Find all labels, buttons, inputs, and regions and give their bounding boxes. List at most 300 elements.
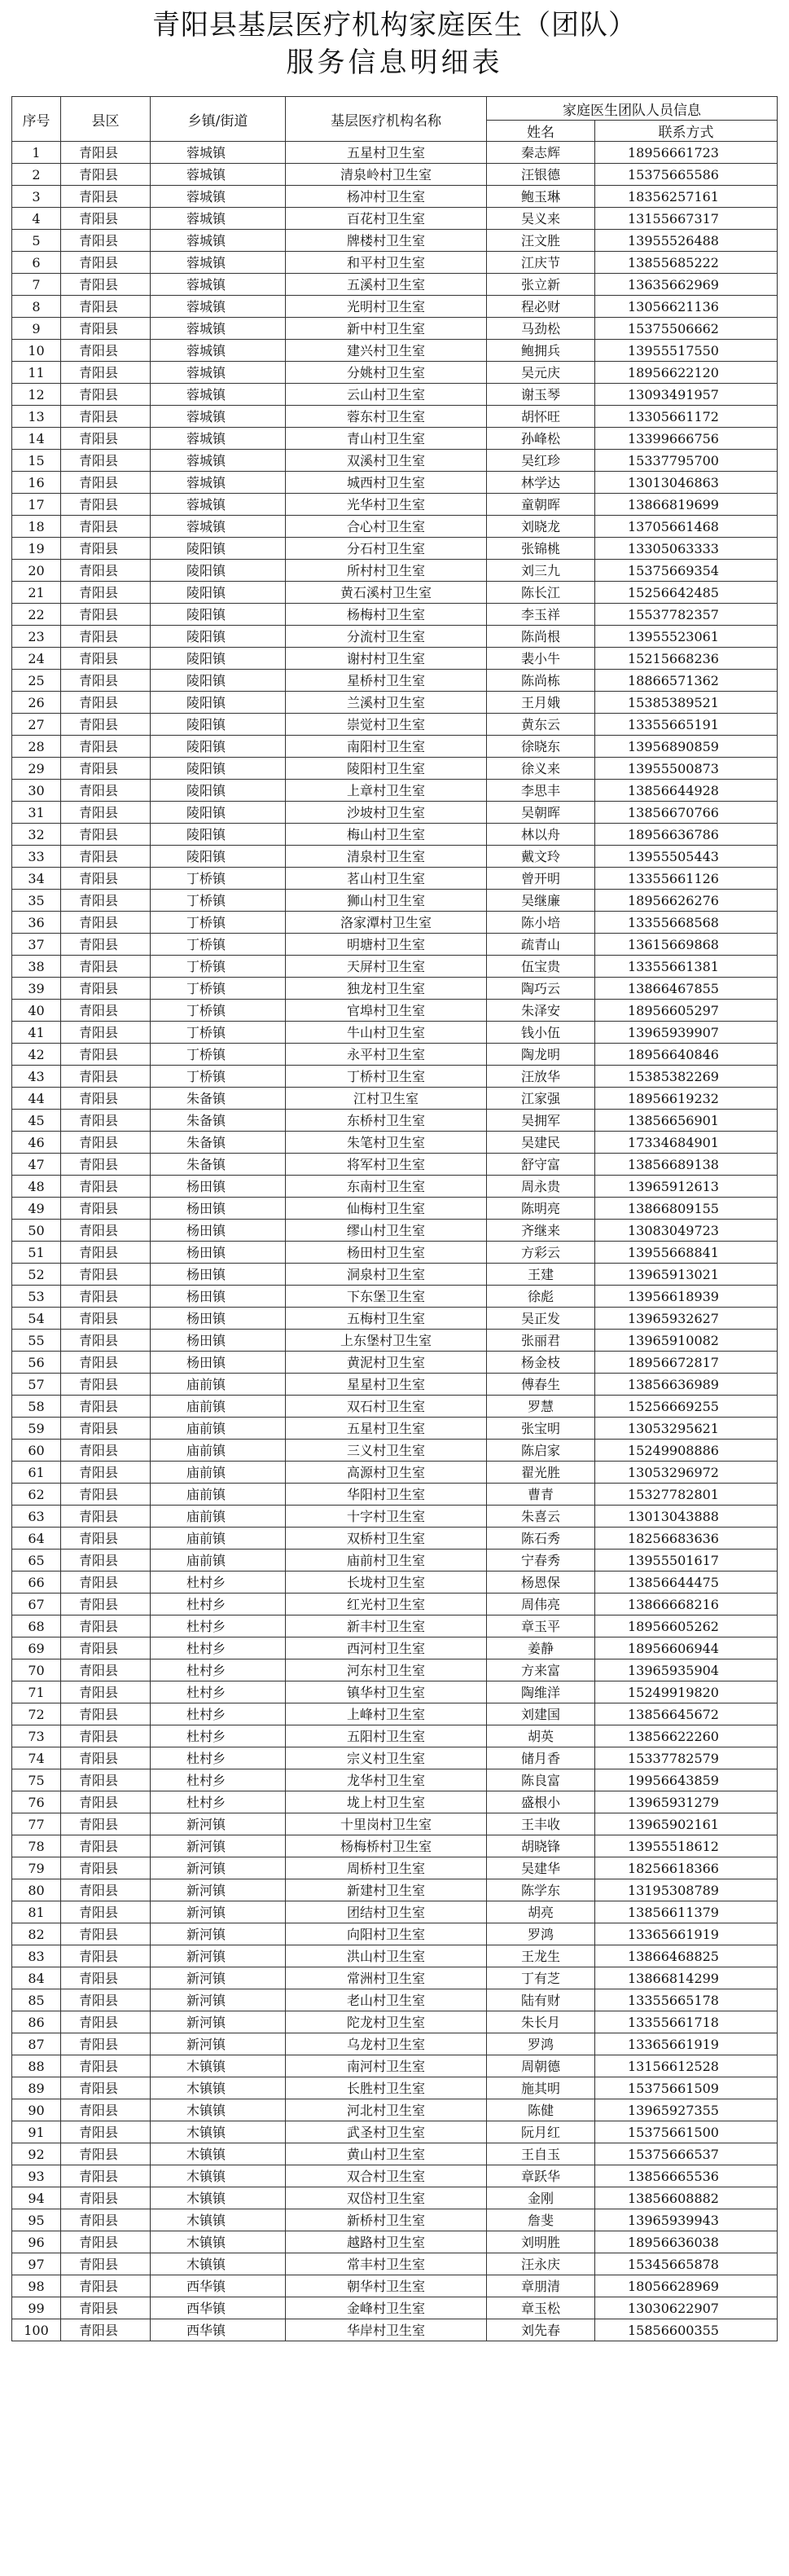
cell-town: 蓉城镇: [151, 494, 286, 516]
cell-town: 丁桥镇: [151, 1066, 286, 1088]
cell-org: 光明村卫生室: [286, 296, 487, 318]
cell-town: 庙前镇: [151, 1418, 286, 1440]
cell-name: 鲍拥兵: [487, 340, 595, 362]
cell-org: 向阳村卫生室: [286, 1923, 487, 1945]
table-row: [12, 1352, 778, 1374]
cell-name: 胡怀旺: [487, 406, 595, 428]
cell-county: 青阳县: [61, 1615, 151, 1637]
cell-county: 青阳县: [61, 1352, 151, 1374]
cell-no: 21: [12, 582, 61, 604]
cell-org: 东桥村卫生室: [286, 1110, 487, 1132]
cell-town: 蓉城镇: [151, 516, 286, 538]
table-row: [12, 2297, 778, 2319]
cell-phone: 13355668568: [595, 912, 778, 934]
cell-county: 青阳县: [61, 450, 151, 472]
cell-no: 61: [12, 1462, 61, 1484]
cell-county: 青阳县: [61, 538, 151, 560]
cell-county: 青阳县: [61, 1176, 151, 1198]
cell-town: 新河镇: [151, 1857, 286, 1879]
cell-phone: 13365661919: [595, 1923, 778, 1945]
cell-phone: 13965910082: [595, 1330, 778, 1352]
cell-no: 46: [12, 1132, 61, 1154]
cell-county: 青阳县: [61, 1879, 151, 1901]
cell-no: 77: [12, 1813, 61, 1835]
cell-town: 丁桥镇: [151, 912, 286, 934]
cell-phone: 15375669354: [595, 560, 778, 582]
table-row: [12, 1725, 778, 1747]
cell-no: 76: [12, 1791, 61, 1813]
cell-town: 陵阳镇: [151, 780, 286, 802]
table-row: [12, 2077, 778, 2099]
cell-county: 青阳县: [61, 1330, 151, 1352]
cell-county: 青阳县: [61, 736, 151, 758]
cell-name: 王自玉: [487, 2143, 595, 2165]
cell-no: 92: [12, 2143, 61, 2165]
cell-phone: 18956636786: [595, 824, 778, 846]
cell-org: 五星村卫生室: [286, 142, 487, 164]
cell-county: 青阳县: [61, 1374, 151, 1396]
table-row: [12, 736, 778, 758]
cell-org: 五星村卫生室: [286, 1418, 487, 1440]
cell-town: 杨田镇: [151, 1198, 286, 1220]
cell-no: 26: [12, 692, 61, 714]
cell-no: 89: [12, 2077, 61, 2099]
cell-name: 童朝晖: [487, 494, 595, 516]
cell-no: 16: [12, 472, 61, 494]
cell-name: 周永贵: [487, 1176, 595, 1198]
cell-phone: 13965902161: [595, 1813, 778, 1835]
cell-town: 丁桥镇: [151, 890, 286, 912]
table-row: [12, 1066, 778, 1088]
cell-no: 9: [12, 318, 61, 340]
table-row: [12, 384, 778, 406]
cell-name: 章玉松: [487, 2297, 595, 2319]
cell-town: 丁桥镇: [151, 956, 286, 978]
cell-town: 庙前镇: [151, 1550, 286, 1572]
cell-county: 青阳县: [61, 274, 151, 296]
cell-org: 五梅村卫生室: [286, 1308, 487, 1330]
cell-no: 87: [12, 2033, 61, 2055]
cell-no: 42: [12, 1044, 61, 1066]
cell-town: 陵阳镇: [151, 670, 286, 692]
cell-county: 青阳县: [61, 1110, 151, 1132]
cell-org: 红光村卫生室: [286, 1594, 487, 1615]
cell-org: 缪山村卫生室: [286, 1220, 487, 1242]
cell-town: 陵阳镇: [151, 626, 286, 648]
cell-county: 青阳县: [61, 648, 151, 670]
cell-phone: 13956618939: [595, 1286, 778, 1308]
cell-org: 长垅村卫生室: [286, 1572, 487, 1594]
table-row: [12, 1659, 778, 1681]
cell-name: 伍宝贵: [487, 956, 595, 978]
cell-county: 青阳县: [61, 2275, 151, 2297]
cell-county: 青阳县: [61, 1659, 151, 1681]
cell-name: 陶龙明: [487, 1044, 595, 1066]
table-row: [12, 1835, 778, 1857]
table-row: [12, 2033, 778, 2055]
cell-name: 陈学东: [487, 1879, 595, 1901]
cell-name: 朱泽安: [487, 1000, 595, 1022]
cell-phone: 15337782579: [595, 1747, 778, 1769]
table-row: [12, 494, 778, 516]
cell-no: 85: [12, 1989, 61, 2011]
header-town: 乡镇/街道: [151, 97, 286, 142]
cell-county: 青阳县: [61, 494, 151, 516]
cell-name: 周伟亮: [487, 1594, 595, 1615]
cell-no: 59: [12, 1418, 61, 1440]
cell-org: 五阳村卫生室: [286, 1725, 487, 1747]
cell-name: 刘三九: [487, 560, 595, 582]
cell-town: 蓉城镇: [151, 186, 286, 208]
cell-phone: 13855685222: [595, 252, 778, 274]
cell-org: 龙华村卫生室: [286, 1769, 487, 1791]
cell-org: 十字村卫生室: [286, 1506, 487, 1528]
table-row: [12, 318, 778, 340]
cell-county: 青阳县: [61, 868, 151, 890]
table-row: [12, 1044, 778, 1066]
cell-town: 新河镇: [151, 1835, 286, 1857]
cell-no: 71: [12, 1681, 61, 1703]
table-row: [12, 560, 778, 582]
cell-county: 青阳县: [61, 912, 151, 934]
cell-no: 88: [12, 2055, 61, 2077]
cell-org: 杨梅村卫生室: [286, 604, 487, 626]
cell-no: 82: [12, 1923, 61, 1945]
cell-name: 黄东云: [487, 714, 595, 736]
cell-town: 蓉城镇: [151, 406, 286, 428]
cell-phone: 13965935904: [595, 1659, 778, 1681]
cell-county: 青阳县: [61, 1022, 151, 1044]
table-row: [12, 274, 778, 296]
cell-org: 双石村卫生室: [286, 1396, 487, 1418]
cell-org: 牛山村卫生室: [286, 1022, 487, 1044]
cell-name: 盛根小: [487, 1791, 595, 1813]
cell-name: 朱喜云: [487, 1506, 595, 1528]
cell-county: 青阳县: [61, 758, 151, 780]
cell-town: 陵阳镇: [151, 714, 286, 736]
cell-phone: 18356257161: [595, 186, 778, 208]
header-contact: 联系方式: [595, 121, 778, 142]
cell-no: 33: [12, 846, 61, 868]
cell-county: 青阳县: [61, 1264, 151, 1286]
cell-org: 华阳村卫生室: [286, 1484, 487, 1506]
cell-org: 越路村卫生室: [286, 2231, 487, 2253]
table-row: [12, 538, 778, 560]
cell-name: 刘先春: [487, 2319, 595, 2341]
cell-town: 陵阳镇: [151, 824, 286, 846]
cell-org: 茗山村卫生室: [286, 868, 487, 890]
cell-county: 青阳县: [61, 1967, 151, 1989]
cell-county: 青阳县: [61, 1550, 151, 1572]
cell-county: 青阳县: [61, 1044, 151, 1066]
cell-name: 裴小牛: [487, 648, 595, 670]
cell-town: 庙前镇: [151, 1484, 286, 1506]
cell-town: 木镇镇: [151, 2165, 286, 2187]
cell-phone: 13866819699: [595, 494, 778, 516]
cell-no: 3: [12, 186, 61, 208]
cell-county: 青阳县: [61, 1462, 151, 1484]
cell-org: 河东村卫生室: [286, 1659, 487, 1681]
cell-no: 67: [12, 1594, 61, 1615]
table-row: [12, 912, 778, 934]
cell-org: 东南村卫生室: [286, 1176, 487, 1198]
cell-no: 12: [12, 384, 61, 406]
cell-county: 青阳县: [61, 230, 151, 252]
cell-no: 62: [12, 1484, 61, 1506]
table-row: [12, 846, 778, 868]
cell-org: 蓉东村卫生室: [286, 406, 487, 428]
cell-town: 新河镇: [151, 1967, 286, 1989]
cell-no: 51: [12, 1242, 61, 1264]
cell-org: 梅山村卫生室: [286, 824, 487, 846]
cell-town: 陵阳镇: [151, 648, 286, 670]
cell-no: 72: [12, 1703, 61, 1725]
table-row: [12, 296, 778, 318]
cell-county: 青阳县: [61, 1945, 151, 1967]
cell-org: 所村村卫生室: [286, 560, 487, 582]
cell-phone: 13965931279: [595, 1791, 778, 1813]
cell-phone: 15345665878: [595, 2253, 778, 2275]
cell-phone: 13365661919: [595, 2033, 778, 2055]
table-row: [12, 252, 778, 274]
cell-town: 陵阳镇: [151, 560, 286, 582]
cell-org: 镇华村卫生室: [286, 1681, 487, 1703]
cell-no: 78: [12, 1835, 61, 1857]
cell-county: 青阳县: [61, 318, 151, 340]
cell-name: 钱小伍: [487, 1022, 595, 1044]
cell-phone: 13856645672: [595, 1703, 778, 1725]
cell-no: 56: [12, 1352, 61, 1374]
cell-town: 木镇镇: [151, 2055, 286, 2077]
table-row: [12, 758, 778, 780]
cell-name: 戴文玲: [487, 846, 595, 868]
cell-county: 青阳县: [61, 2011, 151, 2033]
cell-county: 青阳县: [61, 1923, 151, 1945]
cell-org: 乌龙村卫生室: [286, 2033, 487, 2055]
cell-name: 鲍玉琳: [487, 186, 595, 208]
cell-phone: 15215668236: [595, 648, 778, 670]
table-row: [12, 780, 778, 802]
cell-county: 青阳县: [61, 1989, 151, 2011]
cell-county: 青阳县: [61, 1747, 151, 1769]
cell-phone: 15337795700: [595, 450, 778, 472]
cell-name: 刘建国: [487, 1703, 595, 1725]
cell-no: 66: [12, 1572, 61, 1594]
cell-county: 青阳县: [61, 1220, 151, 1242]
cell-phone: 13866809155: [595, 1198, 778, 1220]
cell-phone: 18056628969: [595, 2275, 778, 2297]
table-row: [12, 1022, 778, 1044]
cell-town: 蓉城镇: [151, 296, 286, 318]
cell-phone: 13965927355: [595, 2099, 778, 2121]
cell-org: 新建村卫生室: [286, 1879, 487, 1901]
table-row: [12, 604, 778, 626]
cell-phone: 13355661718: [595, 2011, 778, 2033]
cell-no: 45: [12, 1110, 61, 1132]
cell-org: 南阳村卫生室: [286, 736, 487, 758]
table-row: [12, 1857, 778, 1879]
cell-county: 青阳县: [61, 1088, 151, 1110]
cell-county: 青阳县: [61, 1506, 151, 1528]
cell-county: 青阳县: [61, 1066, 151, 1088]
cell-no: 18: [12, 516, 61, 538]
cell-county: 青阳县: [61, 2165, 151, 2187]
cell-no: 75: [12, 1769, 61, 1791]
cell-town: 陵阳镇: [151, 604, 286, 626]
cell-name: 汪放华: [487, 1066, 595, 1088]
cell-phone: 15856600355: [595, 2319, 778, 2341]
cell-phone: 18956605262: [595, 1615, 778, 1637]
cell-org: 云山村卫生室: [286, 384, 487, 406]
cell-no: 79: [12, 1857, 61, 1879]
table-row: [12, 164, 778, 186]
cell-town: 蓉城镇: [151, 274, 286, 296]
table-row: [12, 230, 778, 252]
cell-name: 胡晓锋: [487, 1835, 595, 1857]
cell-no: 74: [12, 1747, 61, 1769]
table-row: [12, 2275, 778, 2297]
cell-phone: 13305063333: [595, 538, 778, 560]
cell-org: 建兴村卫生室: [286, 340, 487, 362]
table-row: [12, 714, 778, 736]
cell-phone: 18866571362: [595, 670, 778, 692]
cell-town: 木镇镇: [151, 2231, 286, 2253]
cell-org: 上东堡村卫生室: [286, 1330, 487, 1352]
cell-org: 丁桥村卫生室: [286, 1066, 487, 1088]
cell-name: 汪永庆: [487, 2253, 595, 2275]
cell-county: 青阳县: [61, 1769, 151, 1791]
cell-org: 宗义村卫生室: [286, 1747, 487, 1769]
cell-county: 青阳县: [61, 1440, 151, 1462]
cell-org: 将军村卫生室: [286, 1154, 487, 1176]
cell-county: 青阳县: [61, 1154, 151, 1176]
cell-name: 孙峰松: [487, 428, 595, 450]
cell-phone: 15327782801: [595, 1484, 778, 1506]
table-row: [12, 1967, 778, 1989]
cell-no: 40: [12, 1000, 61, 1022]
table-row: [12, 1923, 778, 1945]
cell-org: 高源村卫生室: [286, 1462, 487, 1484]
table-row: [12, 472, 778, 494]
cell-org: 双溪村卫生室: [286, 450, 487, 472]
table-row: [12, 2055, 778, 2077]
cell-org: 星桥村卫生室: [286, 670, 487, 692]
cell-phone: 13856665536: [595, 2165, 778, 2187]
table-row: [12, 1769, 778, 1791]
cell-county: 青阳县: [61, 2121, 151, 2143]
cell-county: 青阳县: [61, 2143, 151, 2165]
cell-county: 青阳县: [61, 2319, 151, 2341]
cell-name: 胡亮: [487, 1901, 595, 1923]
cell-no: 91: [12, 2121, 61, 2143]
cell-town: 庙前镇: [151, 1396, 286, 1418]
table-row: [12, 1572, 778, 1594]
cell-name: 吴元庆: [487, 362, 595, 384]
cell-phone: 13705661468: [595, 516, 778, 538]
cell-name: 齐继来: [487, 1220, 595, 1242]
cell-phone: 13955518612: [595, 1835, 778, 1857]
cell-phone: 13955505443: [595, 846, 778, 868]
cell-town: 杜村乡: [151, 1703, 286, 1725]
cell-town: 蓉城镇: [151, 340, 286, 362]
cell-name: 储月香: [487, 1747, 595, 1769]
cell-no: 90: [12, 2099, 61, 2121]
cell-town: 新河镇: [151, 1813, 286, 1835]
cell-county: 青阳县: [61, 780, 151, 802]
table-row: [12, 582, 778, 604]
cell-name: 章玉平: [487, 1615, 595, 1637]
header-team-group: 家庭医生团队人员信息: [487, 97, 778, 121]
cell-phone: 13965932627: [595, 1308, 778, 1330]
cell-phone: 13955668841: [595, 1242, 778, 1264]
cell-org: 新桥村卫生室: [286, 2209, 487, 2231]
cell-town: 杨田镇: [151, 1176, 286, 1198]
cell-phone: 18956622120: [595, 362, 778, 384]
cell-town: 陵阳镇: [151, 582, 286, 604]
table-row: [12, 824, 778, 846]
cell-county: 青阳县: [61, 1791, 151, 1813]
cell-county: 青阳县: [61, 1528, 151, 1550]
cell-name: 吴红珍: [487, 450, 595, 472]
cell-town: 丁桥镇: [151, 868, 286, 890]
cell-town: 西华镇: [151, 2297, 286, 2319]
cell-no: 53: [12, 1286, 61, 1308]
cell-county: 青阳县: [61, 1572, 151, 1594]
cell-phone: 13856636989: [595, 1374, 778, 1396]
table-row: [12, 186, 778, 208]
cell-no: 39: [12, 978, 61, 1000]
cell-phone: 13866814299: [595, 1967, 778, 1989]
cell-town: 陵阳镇: [151, 538, 286, 560]
cell-org: 黄石溪村卫生室: [286, 582, 487, 604]
cell-town: 西华镇: [151, 2275, 286, 2297]
header-no: 序号: [12, 97, 61, 142]
cell-county: 青阳县: [61, 604, 151, 626]
cell-county: 青阳县: [61, 472, 151, 494]
cell-name: 章跃华: [487, 2165, 595, 2187]
cell-phone: 13056621136: [595, 296, 778, 318]
cell-town: 朱备镇: [151, 1110, 286, 1132]
cell-no: 19: [12, 538, 61, 560]
cell-county: 青阳县: [61, 1681, 151, 1703]
table-row: [12, 2011, 778, 2033]
cell-county: 青阳县: [61, 1418, 151, 1440]
cell-phone: 13866467855: [595, 978, 778, 1000]
table-row: [12, 670, 778, 692]
table-row: [12, 340, 778, 362]
cell-no: 83: [12, 1945, 61, 1967]
cell-county: 青阳县: [61, 824, 151, 846]
cell-no: 34: [12, 868, 61, 890]
cell-no: 99: [12, 2297, 61, 2319]
cell-org: 星星村卫生室: [286, 1374, 487, 1396]
cell-town: 蓉城镇: [151, 164, 286, 186]
cell-org: 西河村卫生室: [286, 1637, 487, 1659]
table-row: [12, 516, 778, 538]
cell-org: 城西村卫生室: [286, 472, 487, 494]
cell-no: 4: [12, 208, 61, 230]
cell-county: 青阳县: [61, 846, 151, 868]
cell-county: 青阳县: [61, 802, 151, 824]
cell-name: 陈尚栋: [487, 670, 595, 692]
cell-town: 杨田镇: [151, 1264, 286, 1286]
table-row: [12, 1396, 778, 1418]
cell-county: 青阳县: [61, 1396, 151, 1418]
cell-no: 86: [12, 2011, 61, 2033]
cell-town: 新河镇: [151, 2011, 286, 2033]
cell-county: 青阳县: [61, 670, 151, 692]
cell-town: 丁桥镇: [151, 1044, 286, 1066]
